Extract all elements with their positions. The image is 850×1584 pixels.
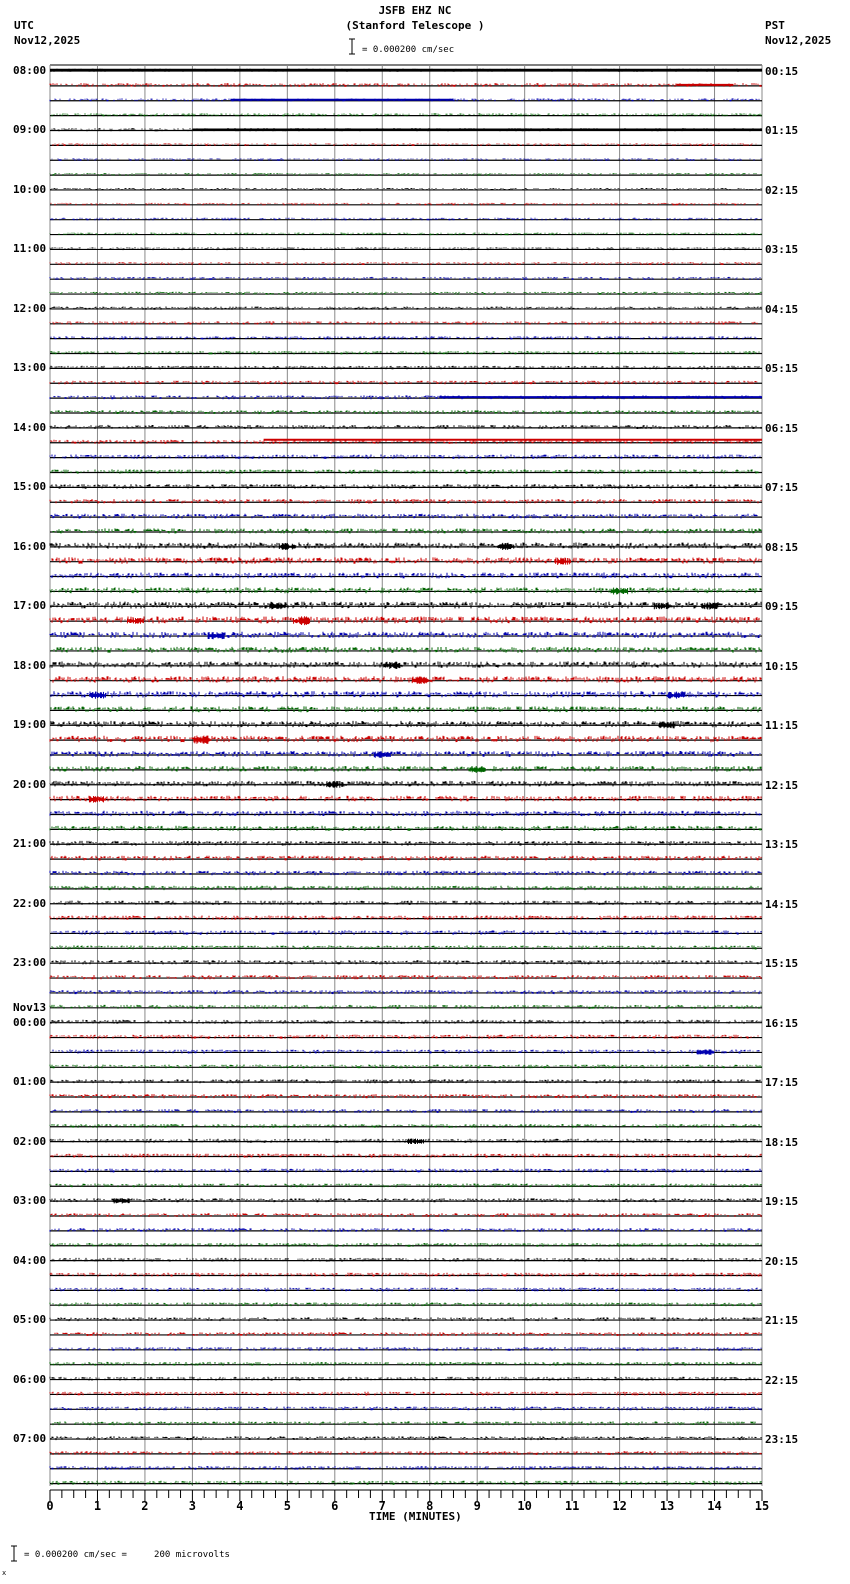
utc-time-label: 09:00 bbox=[13, 123, 47, 137]
pst-time-label: 00:15 bbox=[765, 65, 799, 78]
utc-time-label: 08:00 bbox=[13, 64, 47, 77]
footer-scale-bar-icon bbox=[10, 1545, 18, 1563]
seismic-event bbox=[702, 602, 718, 609]
x-tick-label: 2 bbox=[141, 1499, 149, 1513]
utc-time-label: 16:00 bbox=[13, 539, 47, 553]
seismic-event bbox=[89, 796, 105, 803]
pst-time-label: 12:15 bbox=[765, 778, 799, 792]
utc-time-label: 02:00 bbox=[13, 1134, 47, 1148]
trace-noise bbox=[51, 514, 757, 519]
seismic-event bbox=[270, 603, 286, 610]
x-tick-label: 13 bbox=[659, 1499, 675, 1513]
right-date: Nov12,2025 bbox=[765, 34, 832, 47]
trace-noise bbox=[50, 617, 759, 624]
x-tick-label: 5 bbox=[283, 1499, 291, 1513]
trace-noise bbox=[50, 484, 761, 489]
left-date: Nov12,2025 bbox=[14, 34, 81, 47]
pst-time-label: 15:15 bbox=[765, 957, 799, 971]
pst-time-label: 19:15 bbox=[765, 1195, 799, 1209]
trace-noise bbox=[50, 587, 761, 593]
x-tick-label: 15 bbox=[754, 1499, 770, 1513]
utc-time-label: 01:00 bbox=[13, 1075, 47, 1089]
utc-time-label: 22:00 bbox=[13, 896, 47, 910]
x-tick-label: 10 bbox=[517, 1499, 532, 1513]
utc-time-label: 14:00 bbox=[13, 420, 47, 434]
utc-time-label: 19:00 bbox=[13, 718, 47, 732]
seismic-event bbox=[89, 692, 105, 699]
trace-noise bbox=[51, 856, 761, 861]
trace-noise bbox=[54, 901, 761, 905]
right-timezone: PST bbox=[765, 19, 785, 32]
pst-time-label: 11:15 bbox=[765, 719, 799, 733]
utc-time-label: 05:00 bbox=[13, 1313, 47, 1327]
trace-noise bbox=[50, 736, 761, 742]
x-tick-label: 12 bbox=[612, 1499, 627, 1513]
utc-time-label: 18:00 bbox=[13, 658, 47, 672]
trace-noise bbox=[51, 691, 761, 697]
x-tick-label: 7 bbox=[378, 1499, 386, 1513]
trace-noise bbox=[50, 661, 761, 667]
scale-text: = 0.000200 cm/sec bbox=[362, 45, 455, 55]
pst-time-label: 18:15 bbox=[765, 1135, 799, 1149]
pst-time-label: 02:15 bbox=[765, 183, 799, 197]
seismic-event bbox=[208, 632, 224, 639]
utc-time-label: 20:00 bbox=[13, 777, 47, 791]
x-axis-title: TIME (MINUTES) bbox=[369, 1510, 462, 1523]
trace-noise bbox=[50, 886, 761, 890]
trace-noise bbox=[50, 781, 761, 787]
trace-noise bbox=[50, 766, 761, 772]
trace-noise bbox=[50, 676, 761, 682]
left-timezone: UTC bbox=[14, 19, 34, 32]
seismic-event bbox=[412, 677, 428, 684]
pst-time-label: 14:15 bbox=[765, 897, 799, 911]
trace-noise bbox=[50, 871, 761, 876]
utc-time-label: 10:00 bbox=[13, 182, 47, 196]
utc-time-label: 03:00 bbox=[13, 1194, 47, 1208]
x-tick-label: 14 bbox=[707, 1499, 722, 1513]
utc-time-label: 07:00 bbox=[13, 1432, 47, 1446]
pst-time-label: 13:15 bbox=[765, 838, 799, 852]
pst-time-label: 08:15 bbox=[765, 540, 799, 554]
seismic-event bbox=[498, 543, 514, 550]
pst-time-label: 17:15 bbox=[765, 1076, 799, 1090]
site-subtitle: (Stanford Telescope ) bbox=[345, 19, 485, 32]
trace-noise bbox=[50, 455, 760, 459]
trace-noise bbox=[51, 573, 760, 579]
utc-time-label: 15:00 bbox=[13, 480, 47, 494]
x-tick-label: 1 bbox=[93, 1499, 102, 1513]
pst-time-label: 03:15 bbox=[765, 243, 799, 257]
pst-time-label: 23:15 bbox=[765, 1433, 799, 1447]
x-tick-label: 0 bbox=[46, 1499, 54, 1513]
seismic-event bbox=[127, 618, 143, 624]
trace-noise bbox=[50, 826, 761, 831]
seismic-event bbox=[697, 1049, 713, 1054]
trace-noise bbox=[50, 796, 761, 802]
utc-time-label: Nov13 bbox=[13, 1000, 47, 1014]
seismic-event bbox=[279, 543, 295, 550]
footer-marker: x bbox=[2, 1569, 7, 1577]
footer-scale-text: = 0.000200 cm/sec = 200 microvolts bbox=[24, 1550, 230, 1560]
pst-time-label: 10:15 bbox=[765, 659, 799, 673]
utc-time-label: 11:00 bbox=[13, 242, 47, 256]
trace-noise bbox=[51, 721, 760, 727]
utc-time-label: 12:00 bbox=[13, 301, 47, 315]
trace-noise bbox=[51, 751, 760, 757]
utc-time-label: 06:00 bbox=[13, 1372, 47, 1386]
pst-time-label: 21:15 bbox=[765, 1314, 799, 1328]
trace-noise bbox=[52, 557, 761, 563]
utc-time-label: 04:00 bbox=[13, 1253, 47, 1267]
seismic-event bbox=[659, 721, 675, 728]
pst-time-label: 22:15 bbox=[765, 1373, 799, 1387]
trace-noise bbox=[50, 841, 759, 846]
utc-time-label: 13:00 bbox=[13, 361, 47, 375]
x-tick-label: 9 bbox=[473, 1499, 481, 1513]
utc-time-label: 17:00 bbox=[13, 599, 47, 613]
pst-time-label: 20:15 bbox=[765, 1254, 799, 1268]
x-tick-label: 11 bbox=[564, 1499, 580, 1513]
pst-time-label: 06:15 bbox=[765, 421, 799, 435]
pst-time-label: 01:15 bbox=[765, 124, 799, 138]
trace-noise bbox=[53, 528, 761, 533]
pst-time-label: 07:15 bbox=[765, 481, 799, 495]
seismic-event bbox=[407, 1139, 423, 1144]
trace-noise bbox=[50, 811, 760, 816]
trace-noise bbox=[51, 706, 760, 712]
seismic-event bbox=[294, 616, 310, 625]
pst-time-label: 09:15 bbox=[765, 600, 799, 614]
trace-noise bbox=[50, 499, 761, 504]
pst-time-label: 04:15 bbox=[765, 302, 799, 316]
x-tick-label: 4 bbox=[236, 1499, 244, 1513]
seismic-event bbox=[194, 736, 210, 744]
utc-time-label: 23:00 bbox=[13, 956, 47, 970]
utc-time-label: 00:00 bbox=[13, 1015, 47, 1029]
trace-noise bbox=[50, 632, 760, 638]
utc-time-label: 21:00 bbox=[13, 837, 47, 851]
trace-noise bbox=[50, 543, 761, 549]
x-tick-label: 8 bbox=[426, 1499, 434, 1513]
pst-time-label: 16:15 bbox=[765, 1016, 799, 1030]
x-tick-label: 3 bbox=[188, 1499, 196, 1513]
x-tick-label: 6 bbox=[331, 1499, 339, 1513]
trace-noise bbox=[52, 647, 761, 653]
trace-noise bbox=[52, 960, 761, 964]
pst-time-label: 05:15 bbox=[765, 362, 799, 376]
station-title: JSFB EHZ NC bbox=[378, 4, 452, 17]
